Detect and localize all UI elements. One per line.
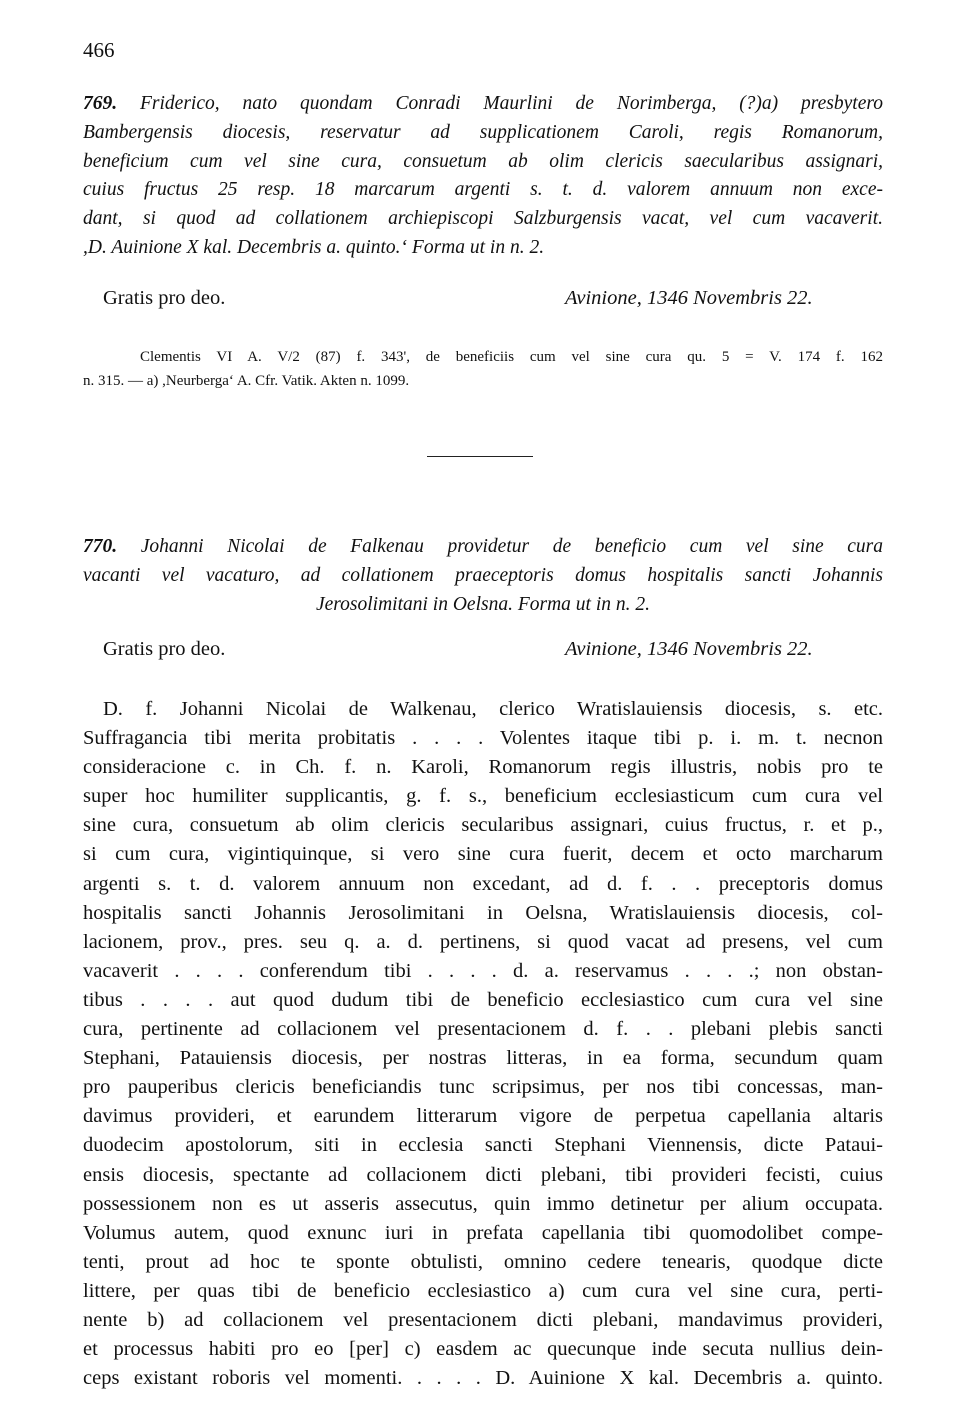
body-line: consideracione c. in Ch. f. n. Karoli, Romanorum regis illustris, nobis pro te bbox=[83, 756, 883, 779]
dateline-place-date: Avinione, 1346 Novembris 22. bbox=[565, 638, 813, 660]
source-line-2: n. 315. — a) ,Neurberga‘ A. Cfr. Vatik. Akten n. 1099. bbox=[83, 373, 410, 389]
entry-769-line-3: beneficium cum vel sine cura, consuetum ab olim clericis saecularibus assignari, bbox=[83, 150, 883, 172]
body-line: vacaverit . . . . conferendum tibi . . . . d. a. reservamus . . . .; non obstan- bbox=[83, 959, 883, 982]
body-line: et processus habiti pro eo [per] c) easdem ac quecunque inde secuta nullius dein- bbox=[83, 1338, 883, 1361]
body-line: tenti, prout ad hoc te sponte obtulisti, omnino cedere tenearis, quodque dicte bbox=[83, 1250, 883, 1273]
entry-769-line-1 bbox=[83, 90, 883, 119]
entry-770 bbox=[83, 532, 883, 619]
body-line: Volumus autem, quod exnunc iuri in prefata capellania tibi quomodolibet compe- bbox=[83, 1221, 883, 1244]
entry-769-line-2: Bambergensis diocesis, reservatur ad supplicationem Caroli, regis Romanorum, bbox=[83, 121, 883, 143]
entry-770-line-3: Jerosolimitani in Oelsna. Forma ut in n. 2. bbox=[315, 594, 650, 615]
entry-770-line-2: vacanti vel vacaturo, ad collationem praeceptoris domus hospitalis sancti Johannis bbox=[83, 565, 883, 586]
page-number: 466 bbox=[83, 38, 115, 62]
body-line: Stephani, Patauiensis diocesis, per nostras litteras, in ea forma, secundum quam bbox=[83, 1047, 883, 1070]
body-line: argenti s. t. d. valorem annuum non excedant, ad d. f. . . preceptoris domus bbox=[83, 872, 883, 895]
body-line: D. f. Johanni Nicolai de Walkenau, clerico Wratislauiensis diocesis, s. etc. bbox=[103, 698, 883, 720]
entry-769-number: 769. bbox=[83, 93, 118, 114]
entry-769-line-6: ,D. Auinione X kal. Decembris a. quinto.‘ Forma ut in n. 2. bbox=[83, 236, 545, 258]
dateline-gratis: Gratis pro deo. bbox=[103, 287, 226, 309]
body-line: nente b) ad collacionem vel presentacionem dicti plebani, mandavimus provideri, bbox=[83, 1308, 883, 1331]
entry-770-text: Johanni Nicolai de Falkenau providetur de beneficio cum vel sine cura bbox=[140, 536, 884, 557]
entry-769-source-note bbox=[83, 345, 883, 393]
entry-770-body bbox=[83, 695, 883, 1393]
body-line: davimus provideri, et earundem litterarum vigore de perpetua capellania altaris bbox=[83, 1105, 883, 1128]
body-line: sine cura, consuetum ab olim clericis secularibus assignari, cuius fructus, r. et p., bbox=[83, 814, 883, 837]
entry-769 bbox=[83, 90, 883, 263]
body-line: super hoc humiliter supplicantis, g. f. s., beneficium ecclesiasticum cum cura vel bbox=[83, 785, 883, 808]
body-line: Suffragancia tibi merita probitatis . . . . Volentes itaque tibi p. i. m. t. necnon bbox=[83, 727, 883, 750]
entry-770-number: 770. bbox=[83, 536, 118, 557]
source-line-1: Clementis VI A. V/2 (87) f. 343', de beneficiis cum vel sine cura qu. 5 = V. 174 f. 162 bbox=[140, 349, 883, 365]
entry-769-text: Friderico, nato quondam Conradi Maurlini de Norimberga, (?)a) presbytero bbox=[140, 93, 883, 114]
body-line: ensis diocesis, spectante ad collacionem dicti plebani, tibi provideri fecisti, cuius bbox=[83, 1163, 883, 1186]
body-line: pro pauperibus clericis beneficiandis tunc scripsimus, per nos tibi concessas, man- bbox=[83, 1076, 883, 1099]
dateline-gratis: Gratis pro deo. bbox=[103, 638, 226, 660]
entry-769-line-5: dant, si quod ad collationem archiepiscopi Salzburgensis vacat, vel cum vacaverit. bbox=[83, 208, 883, 230]
body-line: possessionem non es ut asseris assecutus, quin immo detinetur per alium occupata. bbox=[83, 1192, 883, 1215]
body-line: tibus . . . . aut quod dudum tibi de beneficio ecclesiastico cum cura vel sine bbox=[83, 988, 883, 1011]
body-line: duodecim apostolorum, siti in ecclesia sancti Stephani Viennensis, dicte Pataui- bbox=[83, 1134, 883, 1157]
body-line: hospitalis sancti Johannis Jerosolimitani in Oelsna, Wratislauiensis diocesis, col- bbox=[83, 901, 883, 924]
body-line: ceps existant roboris vel momenti. . . . . D. Auinione X kal. Decembris a. quinto. bbox=[83, 1367, 883, 1390]
dateline-place-date: Avinione, 1346 Novembris 22. bbox=[565, 287, 813, 309]
body-line: si cum cura, vigintiquinque, si vero sine cura fuerit, decem et octo marcharum bbox=[83, 843, 883, 866]
body-line: cura, pertinente ad collacionem vel presentacionem d. f. . . plebani plebis sancti bbox=[83, 1018, 883, 1041]
entry-769-line-4: cuius fructus 25 resp. 18 marcarum argenti s. t. d. valorem annuum non exce- bbox=[83, 179, 883, 201]
body-line: littere, per quas tibi de beneficio ecclesiastico a) cum cura vel sine cura, perti- bbox=[83, 1279, 883, 1302]
entry-770-line-1 bbox=[83, 532, 883, 561]
section-divider bbox=[427, 456, 533, 457]
body-line: lacionem, prov., pres. seu q. a. d. pertinens, si quod vacat ad presens, vel cum bbox=[83, 930, 883, 953]
